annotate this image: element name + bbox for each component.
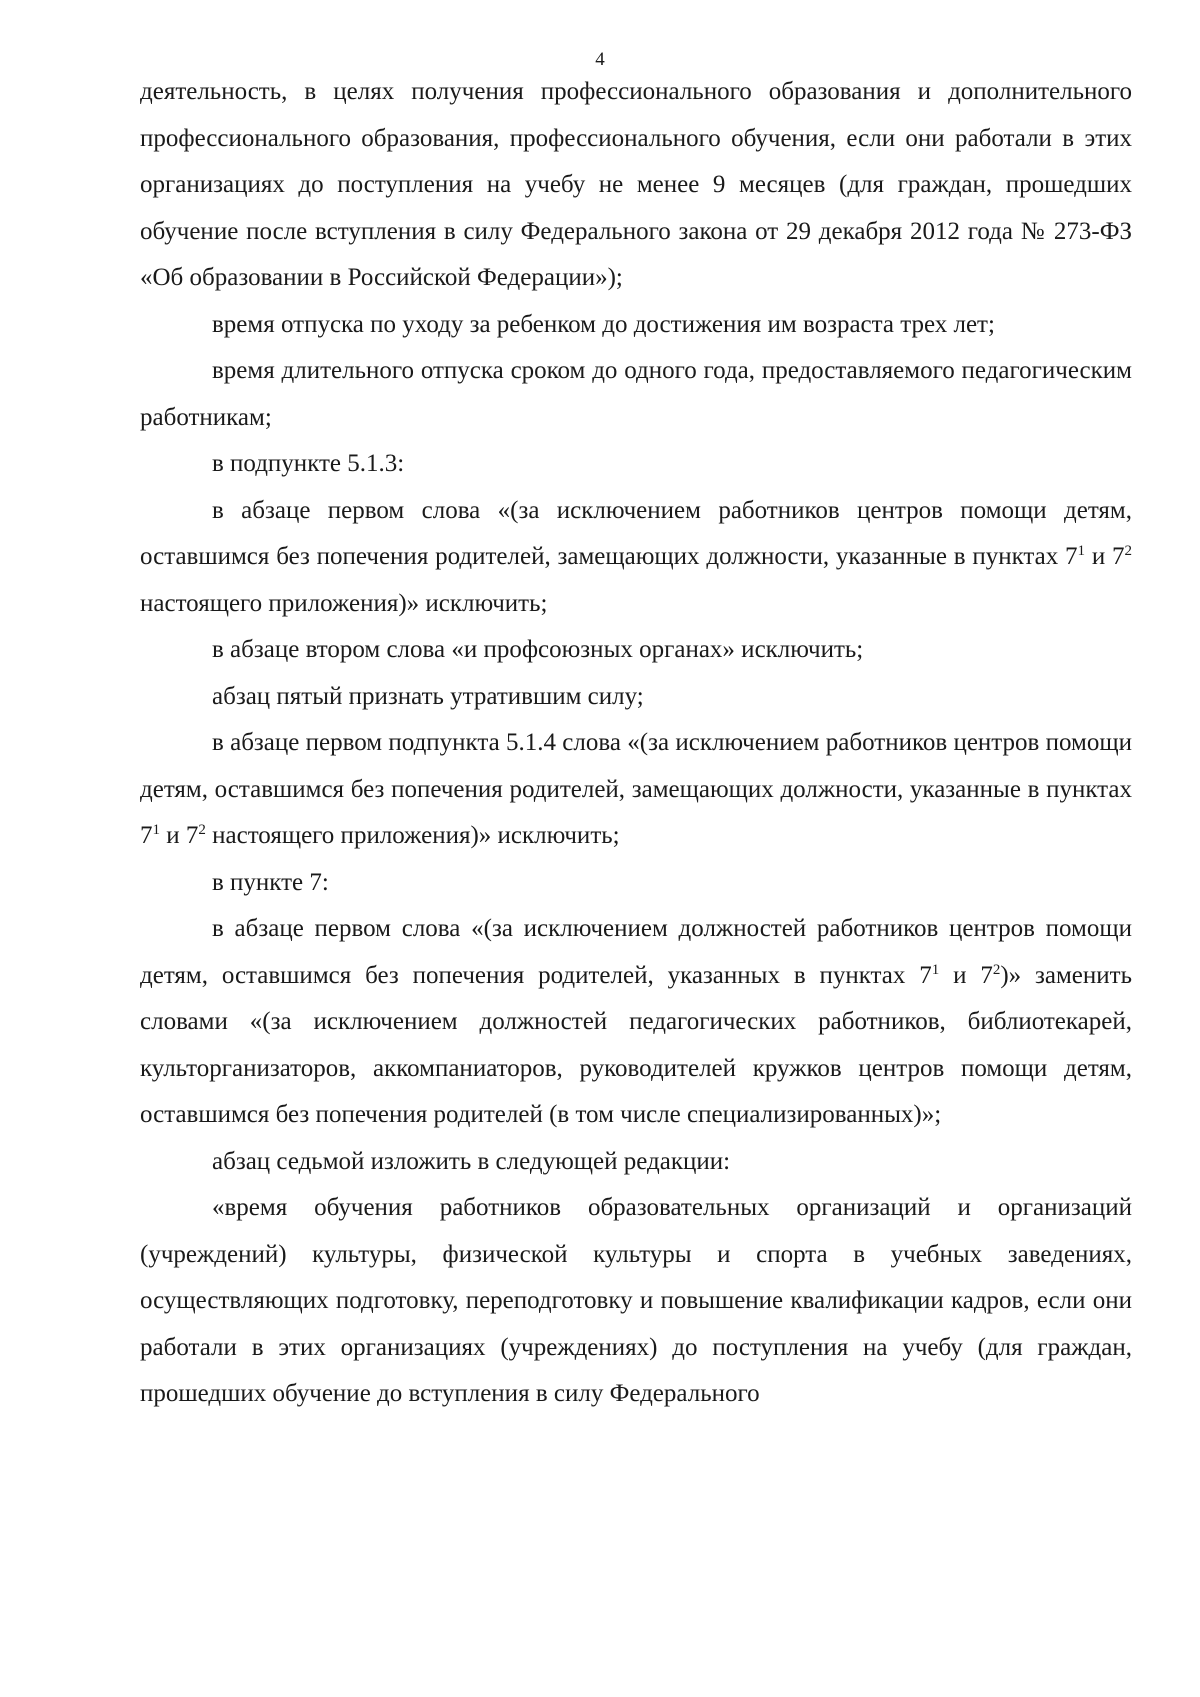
page-number: 4 — [595, 49, 605, 70]
paragraph-second-abzac: в абзаце втором слова «и профсоюзных органах» исключить; — [212, 636, 864, 663]
paragraph-seventh-abzac: абзац седьмой изложить в следующей редакции: — [212, 1147, 731, 1175]
paragraph-continuation: деятельность, в целях получения профессионального образования и дополнительного профессионального образования, профессионального обучения, если они работали в этих организациях до поступления на учебу не менее 9 месяцев (для граждан, прошедших обучение после вступления в силу Федерального закона от 29 декабря 2012 года № 273-ФЗ «Об образовании в Российской Федерации»); — [140, 78, 1132, 291]
paragraph-subpoint-5-1-4: в абзаце первом подпункта 5.1.4 слова «(за исключением работников центров помощи детям, оставшимся без попечения родителей, замещающих должности, указанные в пунктах $7^1$ и $7^2$ настоящего приложения)» исключить; — [140, 729, 1132, 849]
paragraph-long-leave: время длительного отпуска сроком до одного года, предоставляемого педагогическим работникам; — [140, 357, 1132, 431]
document-body — [140, 69, 1132, 1418]
paragraph-fifth-abzac: абзац пятый признать утратившим силу; — [212, 682, 644, 710]
paragraph-new-wording: «время обучения работников образовательных организаций и организаций (учреждений) культуры, физической культуры и спорта в учебных заведениях, осуществляющих подготовку, переподготовку и повышение квалификации кадров, если они работали в этих организациях (учреждениях) до поступления на учебу (для граждан, прошедших обучение до вступления в силу Федерального — [140, 1194, 1132, 1407]
paragraph-subpoint-5-1-3: в подпункте 5.1.3: — [212, 450, 405, 477]
paragraph-first-abzac-5-1-3: в абзаце первом слова «(за исключением работников центров помощи детям, оставшимся без попечения родителей, замещающих должности, указанные в пунктах $7^1$ и $7^2$ настоящего приложения)» исключить; — [140, 496, 1132, 617]
paragraph-childcare-leave: время отпуска по уходу за ребенком до достижения им возраста трех лет; — [212, 310, 995, 338]
paragraph-point-7: в пункте 7: — [212, 868, 329, 896]
paragraph-point-7-first-abzac: в абзаце первом слова «(за исключением должностей работников центров помощи детям, оставшимся без попечения родителей, указанных в пунктах $7^1$ и $7^2$)» заменить словами «(за исключением должностей педагогических работников, библиотекарей, культорганизаторов, аккомпаниаторов, руководителей кружков центров помощи детям, оставшимся без попечения родителей (в том числе специализированных)»; — [140, 915, 1132, 1128]
